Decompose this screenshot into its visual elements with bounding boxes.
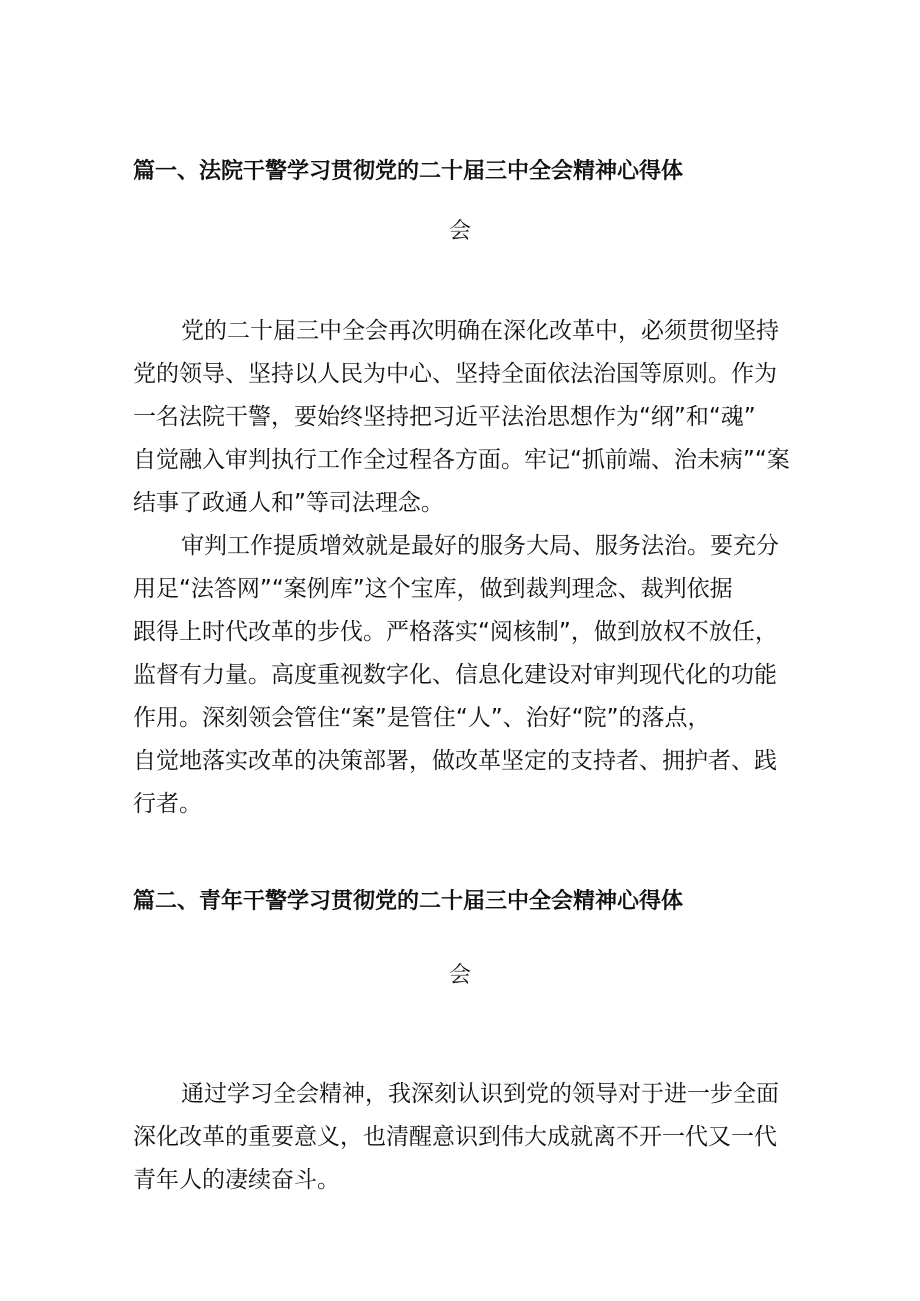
paragraph-line: 作用。深刻领会管住“案”是管住“人”、治好“院”的落点， (133, 705, 711, 731)
paragraph-line: 审判工作提质增效就是最好的服务大局、服务法治。要充分 (181, 533, 779, 559)
section-1-paragraph-2 (133, 525, 793, 826)
paragraph-line: 用足“法答网”“案例库”这个宝库，做到裁判理念、裁判依据 (133, 576, 733, 602)
section-2-paragraph-1 (133, 1073, 793, 1202)
section-1-paragraph-1 (133, 310, 793, 525)
paragraph-line: 党的二十届三中全会再次明确在深化改革中，必须贯彻坚持 (181, 318, 779, 344)
paragraph-line: 行者。 (133, 791, 202, 817)
paragraph-line: 监督有力量。高度重视数字化、信息化建设对审判现代化的功能 (133, 662, 777, 688)
paragraph-line: 自觉地落实改革的决策部署，做改革坚定的支持者、拥护者、践 (133, 748, 777, 774)
paragraph-line: 自觉融入审判执行工作全过程各方面。牢记“抓前端、治未病”“案 (133, 447, 790, 473)
section-2-title-continuation: 会 (448, 963, 471, 988)
paragraph-line: 结事了政通人和”等司法理念。 (133, 490, 444, 516)
section-2-title: 篇二、青年干警学习贯彻党的二十届三中全会精神心得体 (133, 889, 684, 914)
paragraph-line: 深化改革的重要意义，也清醒意识到伟大成就离不开一代又一代 (133, 1124, 777, 1150)
section-1-title-continuation: 会 (448, 219, 471, 244)
paragraph-line: 跟得上时代改革的步伐。严格落实“阅核制”，做到放权不放任， (133, 619, 778, 645)
paragraph-line: 青年人的凄续奋斗。 (133, 1167, 340, 1193)
paragraph-line: 党的领导、坚持以人民为中心、坚持全面依法治国等原则。作为 (133, 361, 777, 387)
paragraph-line: 一名法院干警，要始终坚持把习近平法治思想作为“纲”和“魂” (133, 404, 756, 430)
section-1-title: 篇一、法院干警学习贯彻党的二十届三中全会精神心得体 (133, 159, 684, 184)
paragraph-line: 通过学习全会精神，我深刻认识到党的领导对于进一步全面 (181, 1081, 779, 1107)
